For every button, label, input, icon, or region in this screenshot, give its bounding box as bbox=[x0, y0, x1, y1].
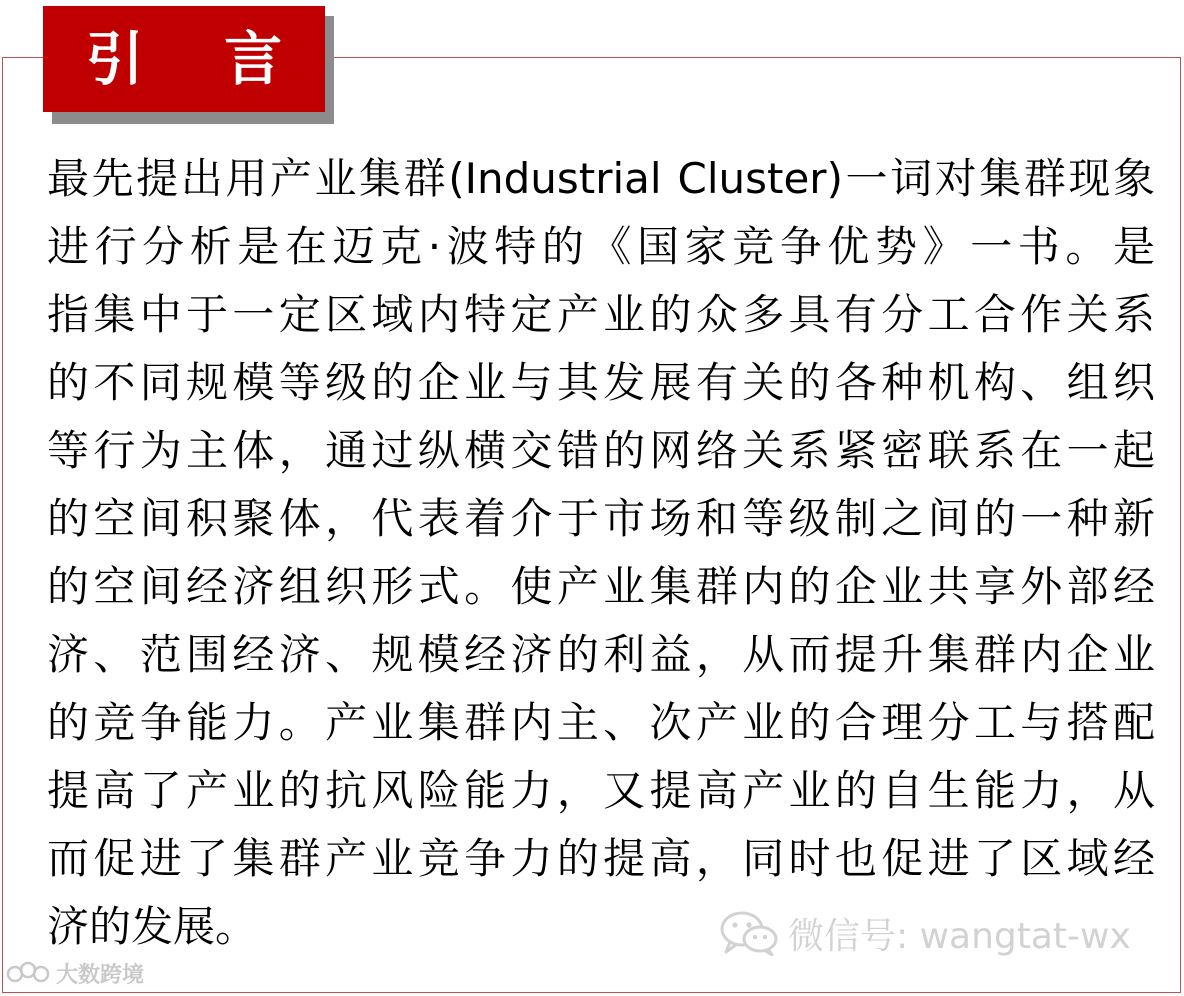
body-line: 提高了产业的抗风险能力，又提高产业的自生能力，从 bbox=[47, 766, 1155, 815]
body-line: 最先提出用产业集群(Industrial Cluster)一词对集群现象 bbox=[47, 154, 1155, 203]
body-line: 而促进了集群产业竞争力的提高，同时也促进了区域经 bbox=[47, 834, 1155, 883]
body-line: 指集中于一定区域内特定产业的众多具有分工合作关系 bbox=[47, 290, 1155, 339]
body-line: 的竞争能力。产业集群内主、次产业的合理分工与搭配 bbox=[47, 698, 1155, 747]
body-line: 济的发展。 bbox=[47, 902, 258, 951]
brand-logo-icon bbox=[6, 960, 50, 986]
body-line: 的空间积聚体，代表着介于市场和等级制之间的一种新 bbox=[47, 494, 1155, 543]
brand-watermark bbox=[6, 956, 144, 990]
brand-text: 大数跨境 bbox=[56, 962, 145, 988]
body-line: 济、范围经济、规模经济的利益，从而提升集群内企业 bbox=[47, 630, 1155, 679]
body-line: 的空间经济组织形式。使产业集群内的企业共享外部经 bbox=[47, 562, 1155, 611]
title-banner bbox=[43, 6, 325, 112]
body-line: 等行为主体，通过纵横交错的网络关系紧密联系在一起 bbox=[47, 426, 1155, 475]
body-paragraph bbox=[47, 145, 1155, 961]
body-line: 的不同规模等级的企业与其发展有关的各种机构、组织 bbox=[47, 358, 1155, 407]
body-line: 进行分析是在迈克·波特的《国家竞争优势》一书。是 bbox=[47, 222, 1155, 271]
page-title: 引 言 bbox=[85, 25, 313, 93]
wechat-icon bbox=[720, 910, 778, 956]
wechat-watermark bbox=[720, 905, 1131, 961]
wechat-id-text: 微信号: wangtat-wx bbox=[788, 915, 1131, 957]
